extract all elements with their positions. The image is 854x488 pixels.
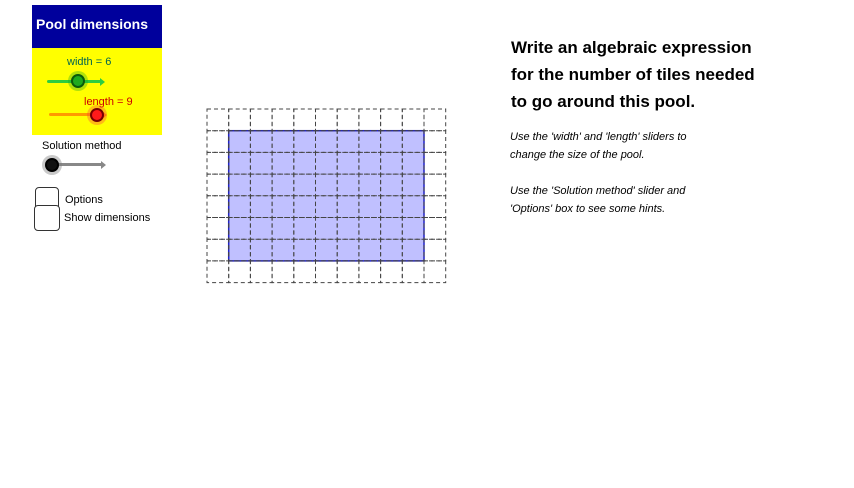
tile-cell bbox=[316, 261, 338, 283]
tile-cell bbox=[294, 261, 316, 283]
tile-cell bbox=[207, 261, 229, 283]
slider-instructions bbox=[510, 128, 810, 164]
instruction-line: Use the 'Solution method' slider and bbox=[510, 185, 686, 197]
show-dimensions-checkbox-label[interactable]: Show dimensions bbox=[64, 212, 151, 224]
tile-cell bbox=[424, 261, 446, 283]
tile-cell bbox=[207, 174, 229, 196]
options-checkbox-label[interactable]: Options bbox=[65, 194, 103, 206]
solution-method-label: Solution method bbox=[42, 140, 122, 152]
tile-cell bbox=[207, 239, 229, 261]
instruction-line: change the size of the pool. bbox=[510, 149, 645, 161]
tile-cell bbox=[424, 131, 446, 153]
panel-title: Pool dimensions bbox=[32, 5, 162, 48]
tile-cell bbox=[402, 261, 424, 283]
tile-cell bbox=[337, 261, 359, 283]
tile-cell bbox=[207, 152, 229, 174]
instruction-line: 'Options' box to see some hints. bbox=[510, 203, 666, 215]
width-slider-label: width = 6 bbox=[67, 56, 112, 68]
tile-cell bbox=[402, 109, 424, 131]
tile-cell bbox=[381, 261, 403, 283]
tile-cell bbox=[381, 109, 403, 131]
tile-cell bbox=[424, 174, 446, 196]
tile-cell bbox=[294, 109, 316, 131]
tile-cell bbox=[250, 109, 272, 131]
task-heading bbox=[511, 34, 811, 115]
task-heading-line: to go around this pool. bbox=[511, 92, 696, 111]
tile-cell bbox=[359, 261, 381, 283]
task-heading-line: Write an algebraic expression bbox=[511, 38, 752, 57]
tile-cell bbox=[207, 196, 229, 218]
tile-cell bbox=[424, 218, 446, 240]
tile-cell bbox=[229, 261, 251, 283]
tile-cell bbox=[250, 261, 272, 283]
task-heading-line: for the number of tiles needed bbox=[511, 65, 755, 84]
tile-cell bbox=[229, 109, 251, 131]
tile-cell bbox=[272, 261, 294, 283]
tile-cell bbox=[424, 196, 446, 218]
tile-cell bbox=[424, 152, 446, 174]
tile-cell bbox=[207, 218, 229, 240]
tile-cell bbox=[337, 109, 359, 131]
tile-cell bbox=[424, 109, 446, 131]
tile-cell bbox=[359, 109, 381, 131]
tile-cell bbox=[207, 109, 229, 131]
tile-cell bbox=[316, 109, 338, 131]
tile-cell bbox=[207, 131, 229, 153]
tile-cell bbox=[424, 239, 446, 261]
instruction-line: Use the 'width' and 'length' sliders to bbox=[510, 131, 687, 143]
length-slider-label: length = 9 bbox=[84, 96, 133, 108]
tile-cell bbox=[272, 109, 294, 131]
hint-instructions bbox=[510, 182, 810, 218]
